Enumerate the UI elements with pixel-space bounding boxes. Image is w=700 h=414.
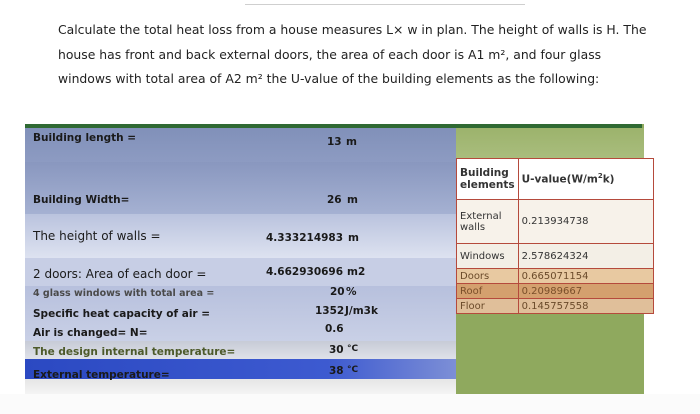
specific-heat-value: 1352	[315, 305, 345, 317]
table-row	[457, 284, 654, 299]
building-width-unit: m	[347, 194, 358, 206]
window-area-unit: %	[346, 286, 357, 298]
external-temp-value: 38	[329, 365, 344, 377]
element-name: External walls	[457, 200, 519, 244]
wall-height-label: The height of walls =	[33, 229, 161, 243]
element-u-value: 0.665071154	[518, 269, 653, 284]
problem-line-3: windows with total area of A2 m² the U-value of the building elements as the following:	[58, 71, 600, 86]
problem-statement	[58, 18, 658, 92]
top-green-border	[25, 124, 642, 128]
wall-height-value: 4.333214983	[266, 232, 344, 244]
air-change-label: Air is changed= N=	[33, 327, 148, 339]
bottom-margin	[0, 394, 700, 414]
building-length-label: Building length =	[33, 132, 137, 144]
problem-line-2: house has front and back external doors, the area of each door is A1 m², and four glass	[58, 46, 602, 62]
element-name: Roof	[457, 284, 519, 299]
input-data-panel	[25, 124, 457, 394]
element-u-value: 0.20989667	[518, 284, 653, 299]
top-divider	[245, 4, 525, 5]
door-area-label: 2 doors: Area of each door =	[33, 267, 207, 281]
internal-temp-unit: °C	[347, 344, 359, 354]
problem-line-1: Calculate the total heat loss from a house measures L× w in plan. The height of walls is H. The	[58, 22, 647, 37]
table-row	[457, 200, 654, 244]
air-change-value: 0.6	[325, 323, 344, 335]
external-temp-label: External temperature=	[33, 369, 170, 381]
table-header-row	[457, 159, 654, 200]
header-building-elements: Building elements	[457, 159, 519, 200]
window-area-label: 4 glass windows with total area =	[33, 288, 215, 299]
element-name: Windows	[457, 244, 519, 269]
internal-temp-value: 30	[329, 344, 344, 356]
external-temp-unit: °C	[347, 365, 359, 375]
u-value-table	[456, 158, 654, 314]
building-width-value: 26	[327, 194, 342, 206]
element-name: Floor	[457, 299, 519, 314]
table-row	[457, 244, 654, 269]
header-u-value: $U-value(W/m^2k)$	[518, 159, 653, 200]
internal-temp-label: The design internal temperature=	[33, 346, 236, 358]
table-row	[457, 269, 654, 284]
building-length-unit: m	[346, 136, 357, 148]
door-area-unit: m2	[347, 266, 366, 278]
table-row	[457, 299, 654, 314]
door-area-value: 4.662930696	[266, 266, 344, 278]
building-width-label: Building Width=	[33, 194, 130, 206]
element-name: Doors	[457, 269, 519, 284]
specific-heat-unit: J/m3k	[345, 305, 378, 317]
element-u-value: 0.213934738	[518, 200, 653, 244]
wall-height-unit: m	[348, 232, 359, 244]
window-area-value: 20	[330, 286, 345, 298]
building-length-value: 13	[327, 136, 342, 148]
specific-heat-label: Specific heat capacity of air =	[33, 308, 211, 320]
element-u-value: 2.578624324	[518, 244, 653, 269]
element-u-value: 0.145757558	[518, 299, 653, 314]
